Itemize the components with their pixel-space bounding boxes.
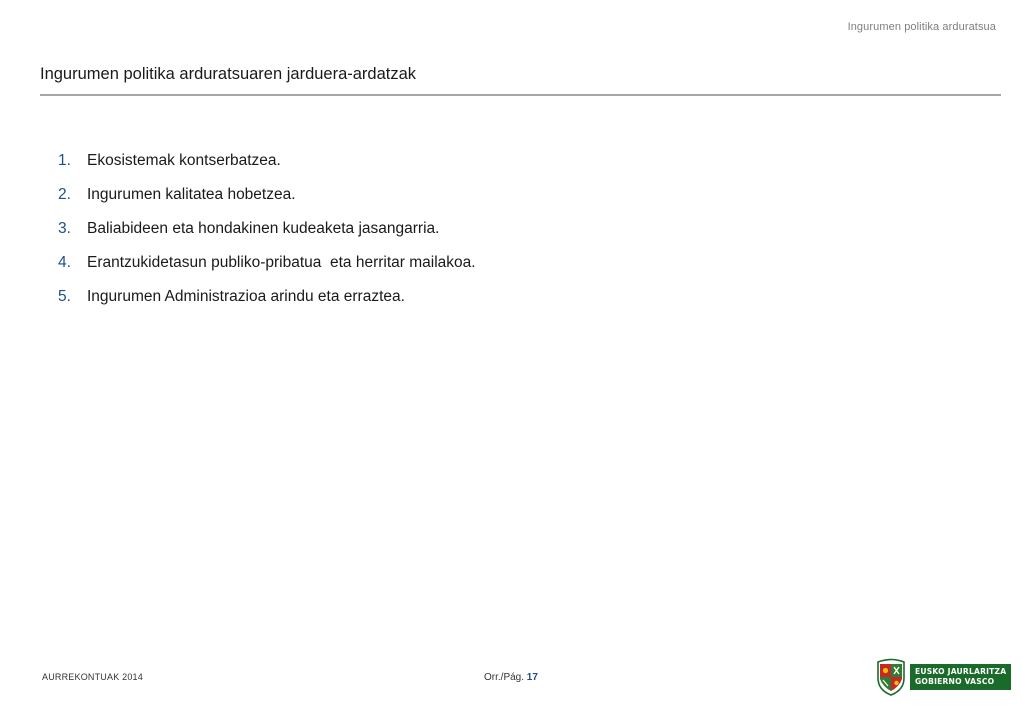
list-item-text: Ingurumen kalitatea hobetzea. <box>87 186 296 203</box>
page-label: Orr./Pág. <box>484 672 525 683</box>
header-section-name: Ingurumen politika arduratsua <box>847 21 996 33</box>
axis-list <box>58 152 476 322</box>
list-item <box>58 152 476 186</box>
logo-line-spanish: GOBIERNO VASCO <box>915 677 995 686</box>
list-item-number: 4. <box>58 254 71 271</box>
government-logo <box>874 658 1007 696</box>
list-item <box>58 220 476 254</box>
page-title: Ingurumen politika arduratsuaren jarduera-ardatzak <box>40 65 417 83</box>
list-item <box>58 254 476 288</box>
basque-government-coat-of-arms-icon <box>874 658 908 696</box>
page-number: 17 <box>526 672 538 683</box>
title-divider <box>40 94 1001 96</box>
list-item-text: Erantzukidetasun publiko-pribatua eta herritar mailakoa. <box>87 254 476 271</box>
list-item-text: Ekosistemak kontserbatzea. <box>87 152 281 169</box>
logo-wordmark <box>910 664 1011 690</box>
list-item-text: Ingurumen Administrazioa arindu eta erraztea. <box>87 288 405 305</box>
footer-page-indicator <box>484 672 538 683</box>
logo-line-basque: EUSKO JAURLARITZA <box>915 667 1007 676</box>
list-item-number: 5. <box>58 288 71 305</box>
list-item-text: Baliabideen eta hondakinen kudeaketa jasangarria. <box>87 220 440 237</box>
footer-document-name: AURREKONTUAK 2014 <box>42 672 143 682</box>
list-item-number: 2. <box>58 186 71 203</box>
list-item-number: 3. <box>58 220 71 237</box>
list-item <box>58 186 476 220</box>
list-item-number: 1. <box>58 152 71 169</box>
list-item <box>58 288 476 322</box>
